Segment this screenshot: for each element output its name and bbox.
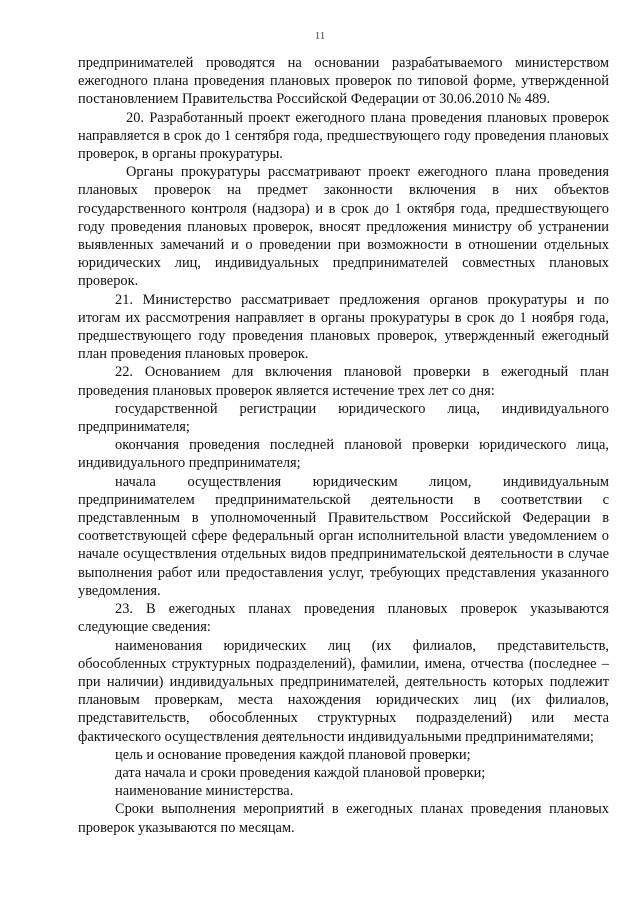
paragraph-ministry-name: наименование министерства. [115,783,294,800]
paragraph-item-20: 20. Разработанный проект ежегодного плана проведения плановых проверок направляется в срок до 1 сентября года, предшествующего году проведения плановых проверок, в органы прокуратуры. [78,109,609,163]
paragraph-continuation: предпринимателей проводятся на основании разрабатываемого министерством ежегодного плана проведения плановых проверок по типовой форме, утвержденной постановлением Правительства Российской Федерации от 30.06.2010 № 489. [78,55,609,108]
paragraph-activity-start: начала осуществления юридическим лицом, индивидуальным предпринимателем предпринимательской деятельности в соответствии с представленным в уполномоченный Правительством Российской Федерации в соответствующей сфере федеральный орган исполнительной власти уведомлением о начале осуществления отдельных видов предпринимательской деятельности в случае выполнения работ или предоставления услуг, требующих представления указанного уведомления. [78,473,609,599]
paragraph-prosecutor-review: Органы прокуратуры рассматривают проект ежегодного плана проведения плановых проверок на предмет законности включения в них объектов государственного контроля (надзора) и в срок до 1 октября года, предшествующего году проведения плановых проверок, вносят предложения министру об устранении выявленных замечаний и о проведении при возможности в отношении отдельных юридических лиц, индивидуальных предпринимателей совместных плановых проверок. [78,164,609,290]
paragraph-registration: государственной регистрации юридического лица, индивидуального предпринимателя; [78,400,609,436]
paragraph-last-inspection: окончания проведения последней плановой проверки юридического лица, индивидуального предпринимателя; [78,437,609,472]
paragraph-deadlines: Сроки выполнения мероприятий в ежегодных планах проведения плановых проверок указываются по месяцам. [78,801,609,836]
paragraph-item-23: 23. В ежегодных планах проведения плановых проверок указываются следующие сведения: [78,601,609,636]
paragraph-purpose: цель и основание проведения каждой плановой проверки; [115,746,471,763]
paragraph-names: наименования юридических лиц (их филиалов, представительств, обособленных структурных подразделений), фамилии, имена, отчества (последнее – при наличии) индивидуальных предпринимателей, деятельность которых подлежит плановым проверкам, места нахождения юридических лиц (их филиалов, представительств, обособленных структурных подразделений) или места фактического осуществления деятельности индивидуальными предпринимателями; [78,637,609,745]
document-body [78,54,609,837]
paragraph-item-22: 22. Основанием для включения плановой проверки в ежегодный план проведения плановых проверок является истечение трех лет со дня: [78,364,609,399]
page-number: 11 [314,30,326,42]
paragraph-item-21: 21. Министерство рассматривает предложения органов прокуратуры и по итогам их рассмотрения направляет в органы прокуратуры в срок до 1 ноября года, предшествующего году проведения плановых проверок, утвержденный ежегодный план проведения плановых проверок. [78,291,609,363]
paragraph-dates: дата начала и сроки проведения каждой плановой проверки; [115,764,486,781]
